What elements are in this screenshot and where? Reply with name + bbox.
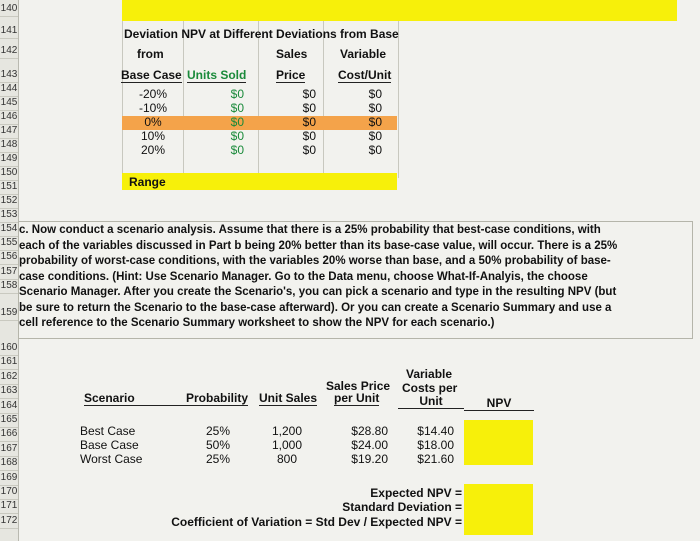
deviation-cell-units[interactable]: $0 <box>230 87 244 101</box>
row-number[interactable]: 170 <box>0 485 18 500</box>
scenario-cell-probability[interactable]: 50% <box>205 438 231 452</box>
scenario-cell-price[interactable]: $19.20 <box>351 452 388 466</box>
scenario-cell-probability[interactable]: 25% <box>205 424 231 438</box>
header-probability: Probability <box>186 391 249 405</box>
deviation-cell-units[interactable]: $0 <box>230 143 244 157</box>
instruction-line: probability of worst-case conditions, with the variables 20% worse than base, and a 50% probability of base- <box>19 255 611 267</box>
row-number[interactable]: 143 <box>0 68 18 83</box>
deviation-cell-cost[interactable]: $0 <box>368 87 382 101</box>
row-number[interactable]: 161 <box>0 355 18 370</box>
row-number[interactable]: 163 <box>0 384 18 399</box>
deviation-cell-dev[interactable]: -10% <box>138 101 167 115</box>
row-number[interactable]: 153 <box>0 208 18 223</box>
row-number[interactable]: 146 <box>0 110 18 125</box>
row-number[interactable]: 142 <box>0 44 18 59</box>
deviation-cell-dev[interactable]: 0% <box>144 115 162 129</box>
row-number[interactable]: 166 <box>0 427 18 442</box>
deviation-cell-cost[interactable]: $0 <box>368 115 382 129</box>
instruction-line: c. Now conduct a scenario analysis. Assume that there is a 25% probability that best-case conditions, with <box>19 224 601 236</box>
std-dev-label: Standard Deviation = <box>342 500 462 514</box>
scenario-cell-scenario[interactable]: Worst Case <box>80 452 143 466</box>
range-label: Range <box>129 175 166 189</box>
row-number[interactable]: 154 <box>0 222 18 237</box>
deviation-cell-units[interactable]: $0 <box>230 129 244 143</box>
scenario-cell-cost[interactable]: $18.00 <box>417 438 454 452</box>
header-variable-costs-2: Costs per <box>402 381 458 395</box>
deviation-cell-cost[interactable]: $0 <box>368 143 382 157</box>
deviation-cell-dev[interactable]: -20% <box>138 87 167 101</box>
header-unit-sales: Unit Sales <box>259 391 318 405</box>
scenario-cell-price[interactable]: $24.00 <box>351 438 388 452</box>
instruction-line: be sure to return the Scenario to the base-case afterward). Or you can create a Scenario Summary and use a <box>19 301 612 314</box>
header-cost-unit: Cost/Unit <box>338 68 392 82</box>
scenario-cell-unit-sales[interactable]: 800 <box>276 452 298 466</box>
row-number[interactable]: 172 <box>0 514 18 529</box>
header-sales-price: Sales Price <box>326 379 391 393</box>
instruction-line: case conditions. (Hint: Use Scenario Manager. Go to the Data menu, choose What-If-Analyis, the choose <box>19 270 588 283</box>
deviation-cell-units[interactable]: $0 <box>230 115 244 129</box>
row-number[interactable]: 165 <box>0 413 18 428</box>
header-variable: Variable <box>340 47 387 61</box>
highlight-bar-row-140[interactable] <box>122 0 677 21</box>
row-number[interactable]: 148 <box>0 138 18 153</box>
row-number[interactable]: 167 <box>0 442 18 457</box>
scenario-cell-scenario[interactable]: Best Case <box>80 424 136 438</box>
scenario-cell-price[interactable]: $28.80 <box>351 424 388 438</box>
scenario-cell-unit-sales[interactable]: 1,200 <box>271 424 303 438</box>
row-number[interactable]: 168 <box>0 456 18 471</box>
row-number[interactable]: 169 <box>0 471 18 486</box>
row-number[interactable]: 149 <box>0 152 18 167</box>
header-sales: Sales <box>276 47 308 61</box>
deviation-cell-price[interactable]: $0 <box>302 115 316 129</box>
header-base-case: Base Case <box>121 68 182 82</box>
row-number[interactable]: 144 <box>0 82 18 97</box>
header-per-unit: per Unit <box>334 391 380 405</box>
row-header-column <box>0 0 19 541</box>
deviation-cell-units[interactable]: $0 <box>230 101 244 115</box>
deviation-cell-dev[interactable]: 20% <box>140 143 166 157</box>
row-number[interactable]: 145 <box>0 96 18 111</box>
expected-npv-label: Expected NPV = <box>370 486 462 500</box>
row-number[interactable]: 159 <box>0 306 18 321</box>
deviation-cell-price[interactable]: $0 <box>302 143 316 157</box>
deviation-cell-cost[interactable]: $0 <box>368 129 382 143</box>
expected-npv-input[interactable] <box>464 484 533 535</box>
row-number[interactable]: 164 <box>0 399 18 414</box>
deviation-cell-price[interactable]: $0 <box>302 101 316 115</box>
header-from: from <box>137 47 164 61</box>
instruction-line: cell reference to the Scenario Summary worksheet to show the NPV for each scenario.) <box>19 317 495 329</box>
header-units-sold: Units Sold <box>187 68 247 82</box>
scenario-cell-cost[interactable]: $14.40 <box>417 424 454 438</box>
deviation-cell-cost[interactable]: $0 <box>368 101 382 115</box>
row-number[interactable]: 155 <box>0 236 18 251</box>
row-number[interactable]: 147 <box>0 124 18 139</box>
npv-input-cells[interactable] <box>464 420 533 465</box>
deviation-cell-dev[interactable]: 10% <box>140 129 166 143</box>
row-number[interactable]: 157 <box>0 265 18 280</box>
row-number[interactable]: 151 <box>0 180 18 195</box>
row-number[interactable]: 152 <box>0 194 18 209</box>
deviation-cell-price[interactable]: $0 <box>302 87 316 101</box>
row-number[interactable]: 160 <box>0 341 18 356</box>
deviation-table-title: Deviation NPV at Different Deviations from Base <box>124 27 399 41</box>
row-number[interactable]: 141 <box>0 24 18 39</box>
scenario-cell-probability[interactable]: 25% <box>205 452 231 466</box>
header-unit: Unit <box>398 394 464 409</box>
header-price: Price <box>276 68 306 82</box>
row-number[interactable]: 171 <box>0 499 18 514</box>
header-variable-costs-1: Variable <box>406 367 453 381</box>
scenario-cell-cost[interactable]: $21.60 <box>417 452 454 466</box>
deviation-cell-price[interactable]: $0 <box>302 129 316 143</box>
scenario-cell-unit-sales[interactable]: 1,000 <box>271 438 303 452</box>
header-scenario: Scenario <box>84 391 186 406</box>
scenario-cell-scenario[interactable]: Base Case <box>80 438 139 452</box>
instruction-line: each of the variables discussed in Part b being 20% better than its base-case value, will occur. There is a 25% <box>19 239 618 252</box>
row-number[interactable]: 150 <box>0 166 18 181</box>
row-number[interactable]: 158 <box>0 279 18 294</box>
row-number[interactable]: 140 <box>0 2 18 17</box>
row-number[interactable]: 156 <box>0 250 18 265</box>
cv-label: Coefficient of Variation = Std Dev / Expected NPV = <box>171 515 462 529</box>
instruction-line: Scenario Manager. After you create the Scenario's, you can pick a scenario and type in the resulting NPV (but <box>19 286 617 298</box>
row-number[interactable]: 162 <box>0 370 18 385</box>
header-npv: NPV <box>464 396 534 411</box>
